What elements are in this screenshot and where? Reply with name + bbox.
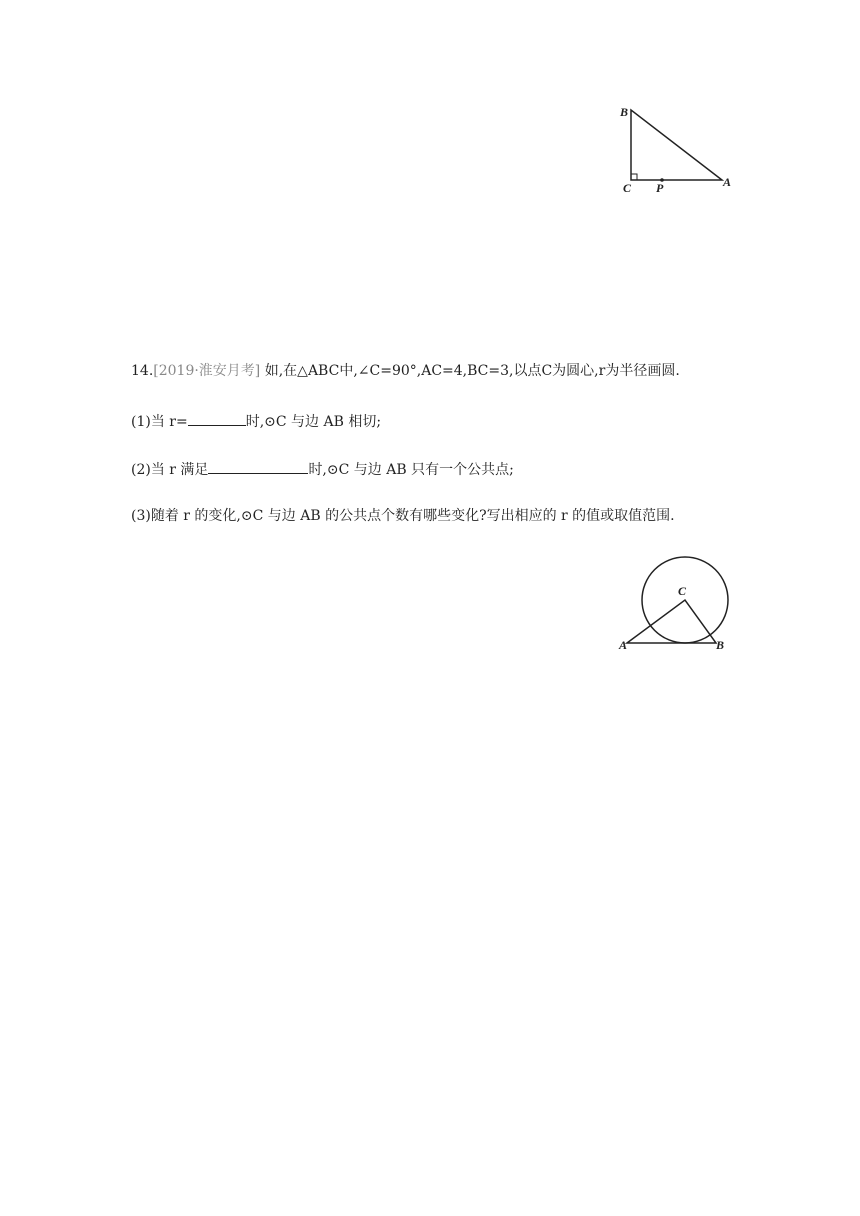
question-part-2	[131, 459, 514, 479]
label-p: P	[656, 181, 664, 195]
question-14-stem	[131, 362, 680, 380]
part2-suffix: 时,⊙C 与边 AB 只有一个公共点;	[308, 462, 514, 478]
label-b: B	[620, 105, 629, 119]
label-a: A	[619, 638, 628, 652]
question-part-1	[131, 411, 381, 431]
question-stem: 如,在△ABC中,∠C=90°,AC=4,BC=3,以点C为圆心,r为半径画圆.	[264, 363, 680, 379]
triangle-abc	[627, 600, 716, 643]
part1-suffix: 时,⊙C 与边 AB 相切;	[245, 414, 382, 430]
part3-text: (3)随着 r 的变化,⊙C 与边 AB 的公共点个数有哪些变化?写出相应的 r 的值或取值范围.	[131, 508, 675, 524]
right-angle-mark	[631, 174, 637, 180]
question-source: [2019·淮安月考]	[153, 363, 261, 379]
label-b: B	[716, 638, 725, 652]
question-number: 14.	[131, 363, 154, 379]
answer-blank-1[interactable]	[188, 411, 246, 426]
label-c: C	[623, 181, 632, 195]
label-c: C	[678, 584, 687, 598]
answer-blank-2[interactable]	[208, 459, 308, 474]
figure-right-triangle	[615, 100, 745, 200]
question-part-3	[131, 507, 675, 525]
part2-prefix: (2)当 r 满足	[131, 462, 209, 478]
part1-prefix: (1)当 r=	[131, 414, 188, 430]
label-a: A	[723, 175, 732, 189]
figure-circle-triangle	[615, 552, 740, 656]
triangle-abc	[631, 110, 722, 180]
